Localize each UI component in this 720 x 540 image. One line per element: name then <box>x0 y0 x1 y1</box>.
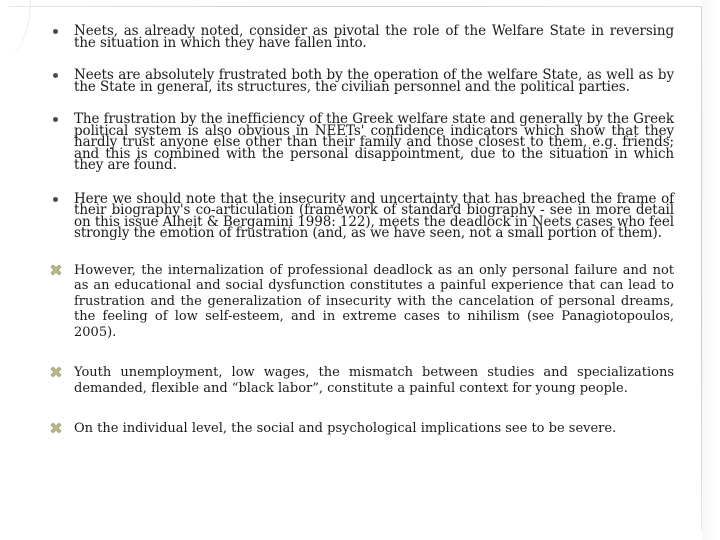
bullet-dot-icon <box>53 117 58 122</box>
slide-frame-curl <box>0 0 31 60</box>
bullet-item <box>50 365 674 396</box>
bullet-item <box>50 421 674 437</box>
bullet-text: Youth unemployment, low wages, the mismatch between studies and specializations demanded, flexible and “black labor”, constitute a painful context for young people. <box>74 365 674 396</box>
bullet-item <box>50 111 674 173</box>
slide-frame-shadow <box>702 0 720 540</box>
bullet-text: On the individual level, the social and psychological implications see to be severe. <box>74 421 617 436</box>
bullet-text: Neets, as already noted, consider as pivotal the role of the Welfare State in reversing the situation in which they have fallen into. <box>74 23 674 51</box>
slide-frame-right <box>701 6 702 530</box>
slide-frame-top <box>8 6 702 7</box>
bullet-diamond-icon <box>50 366 62 378</box>
bullet-item <box>50 23 674 51</box>
bullet-item <box>50 67 674 95</box>
bullet-dot-icon <box>53 73 58 78</box>
bullet-text: However, the internalization of professional deadlock as an only personal failure and not as an educational and social dysfunction constitutes a painful experience that can lead to frustration and the generalization of insecurity with the cancelation of personal dreams, the feeling of low self-esteem, and in extreme cases to nihilism (see Panagiotopoulos, 2005). <box>74 262 674 340</box>
bullet-diamond-icon <box>50 422 62 434</box>
bullet-dot-icon <box>53 29 58 34</box>
bullet-text: Here we should note that the insecurity and uncertainty that has breached the frame of their biography's co-articulation (framework of standard biography - see in more detail on this issue Alheit & Bergamini 1998: 122), meets the deadlock in Neets cases who feel strongly the emotion of frustration (and, as we have seen, not a small portion of them). <box>74 190 674 241</box>
bullet-list <box>50 23 674 437</box>
bullet-item <box>50 263 674 341</box>
bullet-diamond-icon <box>50 264 62 276</box>
bullet-text: The frustration by the inefficiency of the Greek welfare state and generally by the Greek political system is also obvious in NEETs' confidence indicators which show that they hardly trust anyone else other than their family and those closest to them, e.g. friends; and this is combined with the personal disappointment, due to the situation in which they are found. <box>74 111 674 173</box>
bullet-item <box>50 190 674 241</box>
bullet-dot-icon <box>53 197 58 202</box>
bullet-text: Neets are absolutely frustrated both by the operation of the welfare State, as well as by the State in general, its structures, the civilian personnel and the political parties. <box>74 67 674 95</box>
